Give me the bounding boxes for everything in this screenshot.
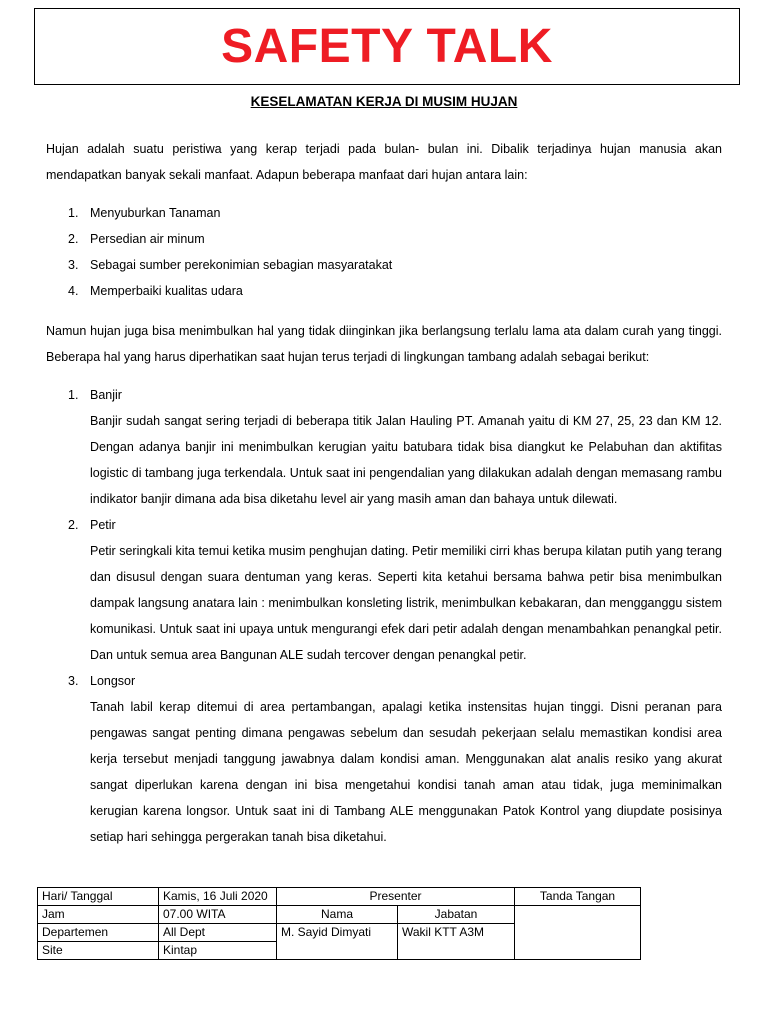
presenter-header: Presenter bbox=[277, 888, 515, 906]
section-body bbox=[90, 668, 722, 850]
list-item bbox=[46, 252, 722, 278]
date-value: Kamis, 16 Juli 2020 bbox=[159, 888, 277, 906]
list-number: 3. bbox=[68, 258, 79, 272]
list-item-text: Menyuburkan Tanaman bbox=[90, 206, 221, 220]
hazard-section bbox=[46, 512, 722, 668]
benefits-list bbox=[46, 200, 722, 304]
hazard-section bbox=[46, 382, 722, 512]
signature-cell bbox=[515, 906, 641, 960]
time-label: Jam bbox=[38, 906, 159, 924]
hazards-list bbox=[46, 382, 722, 850]
section-number: 3. bbox=[68, 674, 79, 688]
section-body bbox=[90, 512, 722, 668]
site-value: Kintap bbox=[159, 942, 277, 960]
dept-label: Departemen bbox=[38, 924, 159, 942]
presenter-name: M. Sayid Dimyati bbox=[277, 924, 398, 960]
name-header: Nama bbox=[277, 906, 398, 924]
list-item-text: Persedian air minum bbox=[90, 232, 205, 246]
signature-header: Tanda Tangan bbox=[515, 888, 641, 906]
intro-paragraph: Hujan adalah suatu peristiwa yang kerap terjadi pada bulan- bulan ini. Dibalik terjadinya hujan manusia akan mendapatkan banyak sekali manfaat. Adapun beberapa manfaat dari hujan antara lain: bbox=[46, 142, 722, 182]
document-body bbox=[46, 136, 722, 850]
section-text: Tanah labil kerap ditemui di area pertambangan, apalagi ketika instensitas hujan tinggi. Disni peranan para pengawas sangat penting dimana pengawas sebelum dan sesudah pekerjaan selalu memastikan kondisi area kerja tersebut menjadi tanggung jawabnya dalam kondisi aman. Menggunakan alat analis resiko yang akurat sangat diperlukan karena dengan ini bisa mengetahui kondisi tanah aman atau tidak, juga meminimalkan kerugian karena longsor. Untuk saat ini di Tambang ALE menggunakan Patok Kontrol yang diupdate posisinya setiap hari sehingga pergerakan tanah bisa diketahui. bbox=[90, 700, 722, 844]
table-row bbox=[38, 888, 641, 906]
warning-paragraph: Namun hujan juga bisa menimbulkan hal yang tidak diinginkan jika berlangsung terlalu lama ata dalam curah yang tinggi. Beberapa hal yang harus diperhatikan saat hujan terus terjadi di lingkungan tambang adalah sebagai berikut: bbox=[46, 324, 722, 364]
time-value: 07.00 WITA bbox=[159, 906, 277, 924]
section-text: Banjir sudah sangat sering terjadi di beberapa titik Jalan Hauling PT. Amanah yaitu di KM 27, 25, 23 dan KM 12. Dengan adanya banjir ini menimbulkan kerugian yaitu batubara tidak bisa diangkut ke Pelabuhan dan aktifitas logistic di tambang juga terkendala. Untuk saat ini pengendalian yang dilakukan adalah dengan memasang rambu indikator banjir dimana ada bisa diketahu level air yang masih aman dan bahaya untuk dilewati. bbox=[90, 414, 722, 506]
section-title: Petir bbox=[90, 518, 116, 532]
hazard-section bbox=[46, 668, 722, 850]
section-title: Banjir bbox=[90, 388, 122, 402]
list-number: 1. bbox=[68, 206, 79, 220]
title-box bbox=[34, 8, 740, 85]
section-body bbox=[90, 382, 722, 512]
list-item bbox=[46, 200, 722, 226]
dept-value: All Dept bbox=[159, 924, 277, 942]
document-subtitle: KESELAMATAN KERJA DI MUSIM HUJAN bbox=[250, 94, 518, 109]
site-label: Site bbox=[38, 942, 159, 960]
page-title: SAFETY TALK bbox=[221, 20, 553, 73]
list-item bbox=[46, 278, 722, 304]
position-header: Jabatan bbox=[398, 906, 515, 924]
table-row bbox=[38, 906, 641, 924]
section-number: 1. bbox=[68, 388, 79, 402]
section-title: Longsor bbox=[90, 674, 136, 688]
list-item-text: Sebagai sumber perekonimian sebagian masyaratakat bbox=[90, 258, 393, 272]
list-number: 2. bbox=[68, 232, 79, 246]
date-label: Hari/ Tanggal bbox=[38, 888, 159, 906]
list-item-text: Memperbaiki kualitas udara bbox=[90, 284, 243, 298]
attendance-table bbox=[37, 887, 641, 960]
section-number: 2. bbox=[68, 518, 79, 532]
presenter-position: Wakil KTT A3M bbox=[398, 924, 515, 960]
list-number: 4. bbox=[68, 284, 79, 298]
section-text: Petir seringkali kita temui ketika musim penghujan dating. Petir memiliki cirri khas berupa kilatan putih yang terang dan disusul dengan suara dentuman yang keras. Seperti kita ketahui bersama bahwa petir bisa menimbulkan dampak langsung anatara lain : menimbulkan konsleting listrik, menimbulkan kebakaran, dan mengganggu sistem komunikasi. Untuk saat ini upaya untuk mengurangi efek dari petir adalah dengan menambahkan penangkal petir. Dan untuk semua area Bangunan ALE sudah tercover dengan penangkal petir. bbox=[90, 544, 722, 662]
list-item bbox=[46, 226, 722, 252]
